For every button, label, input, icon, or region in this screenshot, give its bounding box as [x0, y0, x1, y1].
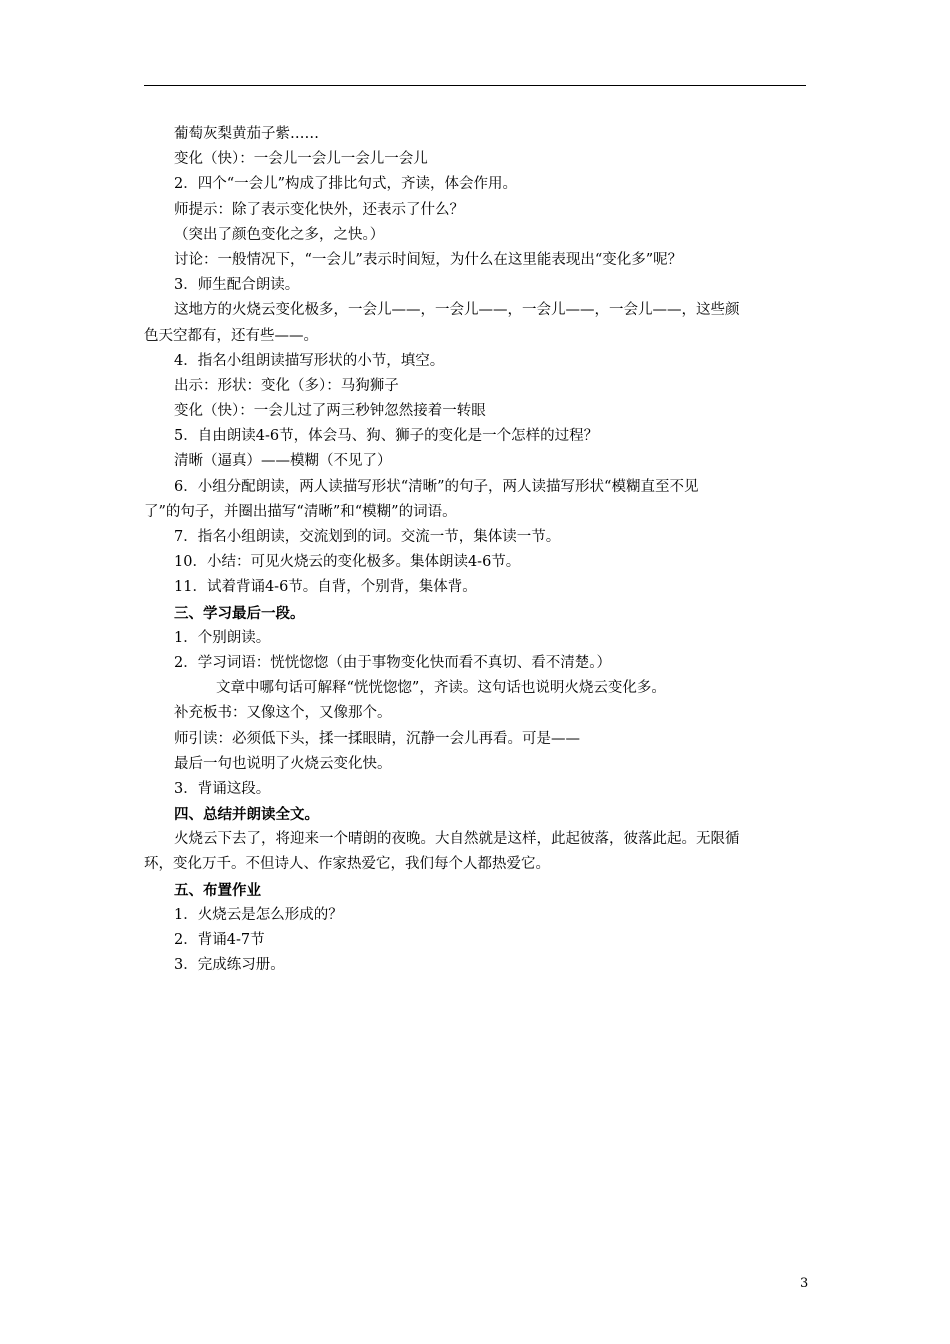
text-line: 10．小结：可见火烧云的变化极多。集体朗读4-6节。	[174, 554, 521, 571]
text-line: 2．学习词语：恍恍惚惚（由于事物变化快而看不真切、看不清楚。）	[174, 654, 611, 671]
text-line: 师引读：必须低下头，揉一揉眼睛，沉静一会儿再看。可是——	[174, 730, 580, 747]
text-line: 2．四个“一会儿”构成了排比句式，齐读，体会作用。	[174, 176, 518, 193]
document-body	[144, 122, 808, 978]
text-line: 3．背诵这段。	[174, 780, 271, 797]
text-line: 讨论：一般情况下，“一会儿”表示时间短，为什么在这里能表现出“变化多”呢？	[174, 251, 683, 268]
text-line: 火烧云下去了，将迎来一个晴朗的夜晚。大自然就是这样，此起彼落，彼落此起。无限循	[174, 831, 740, 848]
text-line: 7．指名小组朗读，交流划到的词。交流一节，集体读一节。	[174, 529, 561, 545]
text-line: 变化（快）：一会儿过了两三秒钟忽然接着一转眼	[174, 403, 486, 420]
header-rule	[144, 85, 806, 86]
text-line: 3．完成练习册。	[174, 957, 285, 974]
text-line: 清晰（逼真）——模糊（不见了）	[174, 453, 392, 470]
text-line: 4．指名小组朗读描写形状的小节，填空。	[174, 352, 445, 369]
text-line: 补充板书：又像这个，又像那个。	[174, 705, 392, 722]
text-line: 变化（快）：一会儿一会儿一会儿一会儿	[174, 151, 428, 168]
text-line: 2．背诵4-7节	[174, 932, 265, 948]
section-heading: 三、学习最后一段。	[174, 604, 305, 622]
text-line: 11．试着背诵4-6节。自背，个别背，集体背。	[174, 579, 477, 596]
text-line: 文章中哪句话可解释“恍恍惚惚”，齐读。这句话也说明火烧云变化多。	[216, 680, 666, 697]
text-line: 1．火烧云是怎么形成的？	[174, 906, 343, 923]
text-line: 1．个别朗读。	[174, 629, 271, 646]
text-line: 6．小组分配朗读，两人读描写形状“清晰”的句子，两人读描写形状“模糊直至不见	[174, 478, 699, 495]
text-line: 这地方的火烧云变化极多，一会儿——，一会儿——，一会儿——，一会儿——，这些颜	[174, 302, 740, 319]
text-line: 出示：形状：变化（多）：马狗狮子	[174, 377, 399, 394]
text-line: 了”的句子，并圈出描写“清晰”和“模糊”的词语。	[144, 503, 457, 520]
section-heading: 四、总结并朗读全文。	[174, 806, 319, 824]
text-line: 色天空都有，还有些——。	[144, 327, 318, 344]
text-line: 3．师生配合朗读。	[174, 277, 300, 294]
text-line: 最后一句也说明了火烧云变化快。	[174, 755, 392, 772]
section-heading: 五、布置作业	[174, 881, 261, 899]
text-line: （突出了颜色变化之多，之快。）	[174, 226, 385, 243]
page-number: 3	[800, 1276, 809, 1291]
text-line: 师提示：除了表示变化快外，还表示了什么？	[174, 201, 464, 218]
text-line: 5．自由朗读4-6节，体会马、狗、狮子的变化是一个怎样的过程？	[174, 428, 599, 445]
text-line: 环，变化万千。不但诗人、作家热爱它，我们每个人都热爱它。	[144, 856, 550, 873]
text-line: 葡萄灰梨黄茄子紫……	[174, 126, 319, 142]
